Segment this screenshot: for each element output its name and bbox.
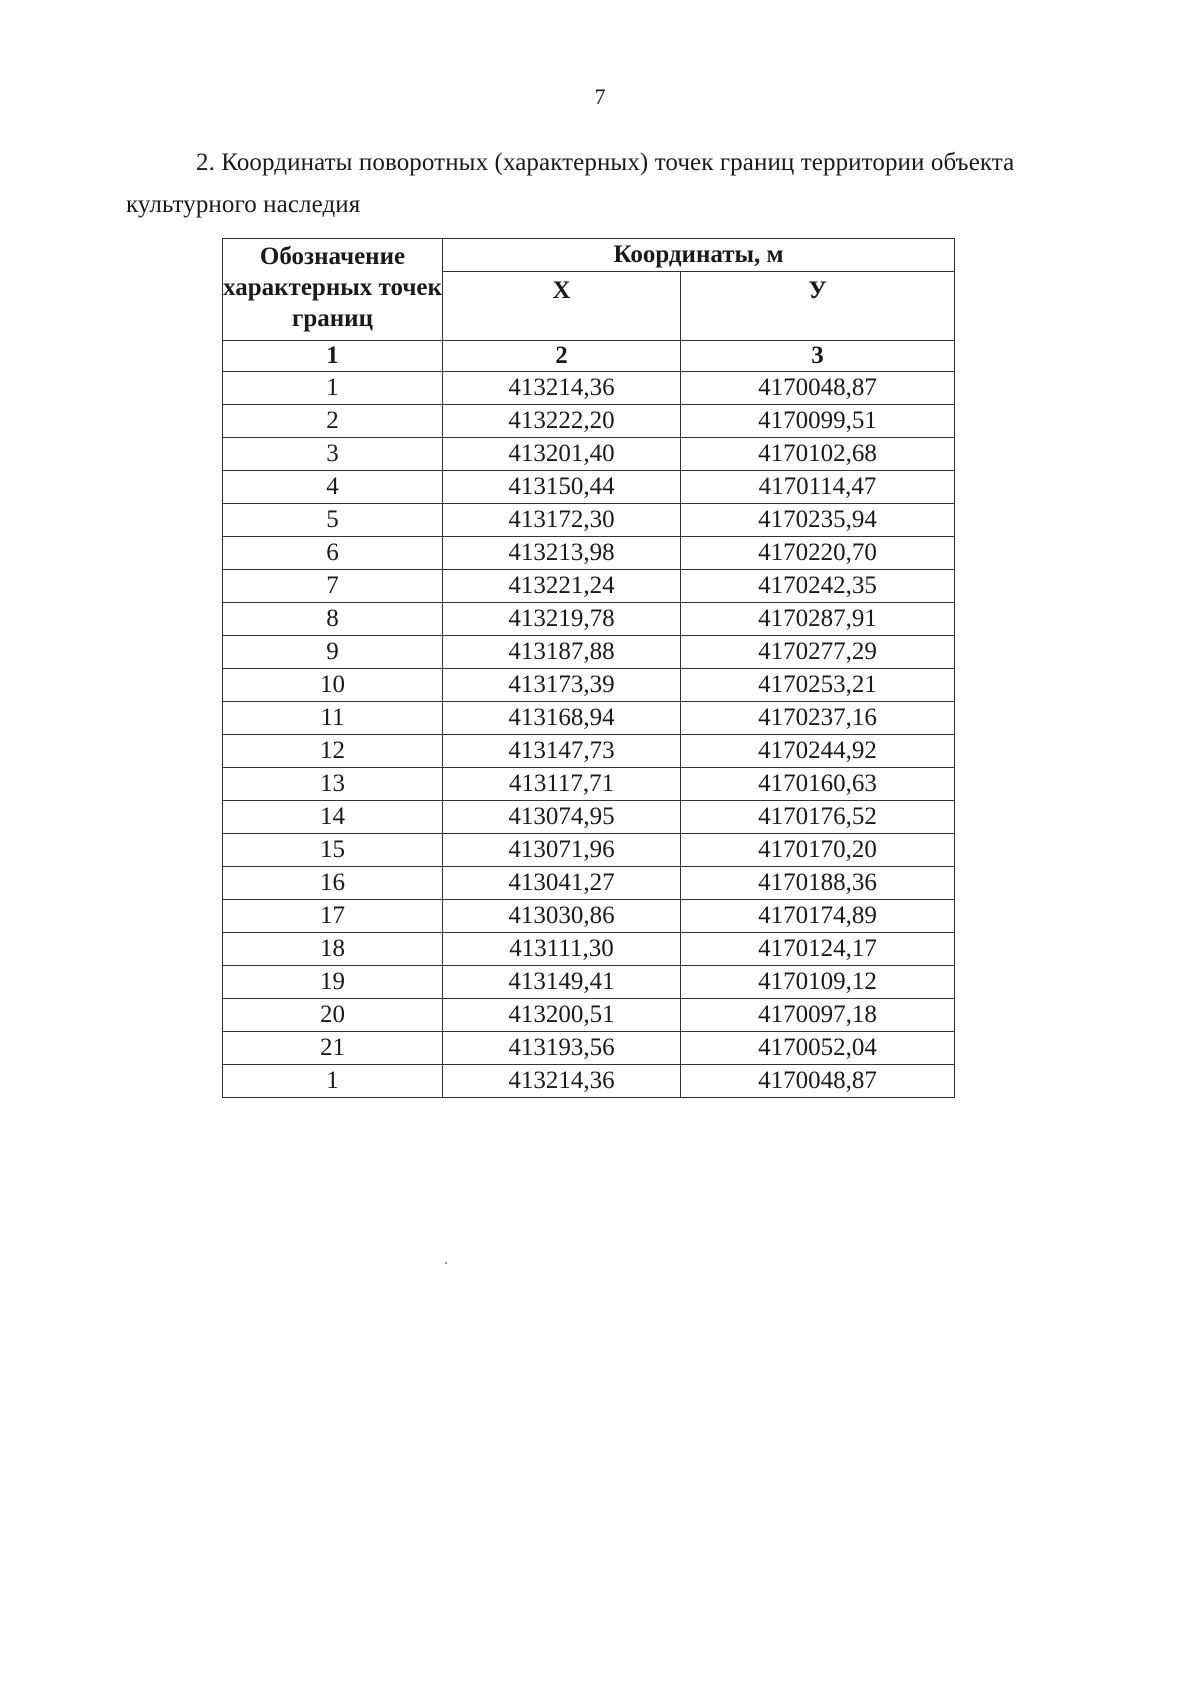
cell-y: 4170114,47	[681, 471, 955, 504]
header-x: Х	[443, 272, 681, 341]
cell-point: 3	[223, 438, 443, 471]
cell-point: 17	[223, 900, 443, 933]
cell-x: 413213,98	[443, 537, 681, 570]
cell-x: 413030,86	[443, 900, 681, 933]
table-row	[223, 438, 955, 471]
table-row	[223, 933, 955, 966]
cell-y: 4170124,17	[681, 933, 955, 966]
cell-y: 4170220,70	[681, 537, 955, 570]
column-number-row	[223, 341, 955, 372]
cell-point: 4	[223, 471, 443, 504]
cell-point: 14	[223, 801, 443, 834]
coordinates-table	[222, 238, 955, 1098]
cell-x: 413117,71	[443, 768, 681, 801]
cell-y: 4170244,92	[681, 735, 955, 768]
column-number: 1	[223, 341, 443, 372]
cell-x: 413041,27	[443, 867, 681, 900]
table-row	[223, 669, 955, 702]
table-row	[223, 702, 955, 735]
header-coordinates: Координаты, м	[443, 239, 955, 272]
cell-x: 413214,36	[443, 372, 681, 405]
cell-y: 4170287,91	[681, 603, 955, 636]
cell-y: 4170242,35	[681, 570, 955, 603]
cell-point: 11	[223, 702, 443, 735]
table-row	[223, 537, 955, 570]
cell-y: 4170174,89	[681, 900, 955, 933]
cell-y: 4170253,21	[681, 669, 955, 702]
cell-y: 4170099,51	[681, 405, 955, 438]
table-row	[223, 570, 955, 603]
cell-point: 10	[223, 669, 443, 702]
table-row	[223, 801, 955, 834]
cell-x: 413219,78	[443, 603, 681, 636]
cell-x: 413147,73	[443, 735, 681, 768]
header-y: У	[681, 272, 955, 341]
cell-y: 4170102,68	[681, 438, 955, 471]
cell-x: 413074,95	[443, 801, 681, 834]
cell-point: 18	[223, 933, 443, 966]
cell-x: 413071,96	[443, 834, 681, 867]
table-row	[223, 405, 955, 438]
table-body	[223, 372, 955, 1098]
cell-point: 19	[223, 966, 443, 999]
table-row	[223, 1065, 955, 1098]
cell-x: 413173,39	[443, 669, 681, 702]
table-row	[223, 900, 955, 933]
cell-point: 5	[223, 504, 443, 537]
table-row	[223, 372, 955, 405]
cell-y: 4170237,16	[681, 702, 955, 735]
table-row	[223, 471, 955, 504]
cell-point: 2	[223, 405, 443, 438]
table-row	[223, 603, 955, 636]
cell-point: 13	[223, 768, 443, 801]
table-row	[223, 768, 955, 801]
cell-point: 1	[223, 1065, 443, 1098]
cell-x: 413111,30	[443, 933, 681, 966]
cell-point: 12	[223, 735, 443, 768]
scan-speck	[445, 1262, 447, 1264]
table-row	[223, 735, 955, 768]
cell-point: 9	[223, 636, 443, 669]
cell-x: 413200,51	[443, 999, 681, 1032]
table-row	[223, 966, 955, 999]
cell-x: 413149,41	[443, 966, 681, 999]
cell-x: 413187,88	[443, 636, 681, 669]
table-row	[223, 504, 955, 537]
cell-x: 413193,56	[443, 1032, 681, 1065]
cell-y: 4170235,94	[681, 504, 955, 537]
table-row	[223, 1032, 955, 1065]
cell-y: 4170048,87	[681, 1065, 955, 1098]
cell-y: 4170048,87	[681, 372, 955, 405]
cell-point: 15	[223, 834, 443, 867]
cell-y: 4170160,63	[681, 768, 955, 801]
cell-point: 16	[223, 867, 443, 900]
cell-point: 8	[223, 603, 443, 636]
cell-y: 4170170,20	[681, 834, 955, 867]
column-number: 3	[681, 341, 955, 372]
cell-point: 21	[223, 1032, 443, 1065]
cell-x: 413168,94	[443, 702, 681, 735]
cell-y: 4170188,36	[681, 867, 955, 900]
cell-point: 1	[223, 372, 443, 405]
cell-x: 413201,40	[443, 438, 681, 471]
header-designation: Обозначение характерных точек границ	[223, 239, 443, 341]
column-number: 2	[443, 341, 681, 372]
table-row	[223, 999, 955, 1032]
cell-x: 413222,20	[443, 405, 681, 438]
cell-x: 413172,30	[443, 504, 681, 537]
cell-point: 20	[223, 999, 443, 1032]
section-heading: 2. Координаты поворотных (характерных) точек границ территории объекта культурного наследия	[126, 149, 1015, 218]
cell-point: 6	[223, 537, 443, 570]
cell-point: 7	[223, 570, 443, 603]
cell-y: 4170109,12	[681, 966, 955, 999]
cell-y: 4170277,29	[681, 636, 955, 669]
cell-y: 4170052,04	[681, 1032, 955, 1065]
cell-x: 413150,44	[443, 471, 681, 504]
cell-x: 413214,36	[443, 1065, 681, 1098]
page-number: 7	[594, 84, 606, 109]
table-row	[223, 834, 955, 867]
cell-y: 4170097,18	[681, 999, 955, 1032]
cell-y: 4170176,52	[681, 801, 955, 834]
table-row	[223, 867, 955, 900]
cell-x: 413221,24	[443, 570, 681, 603]
table-row	[223, 636, 955, 669]
